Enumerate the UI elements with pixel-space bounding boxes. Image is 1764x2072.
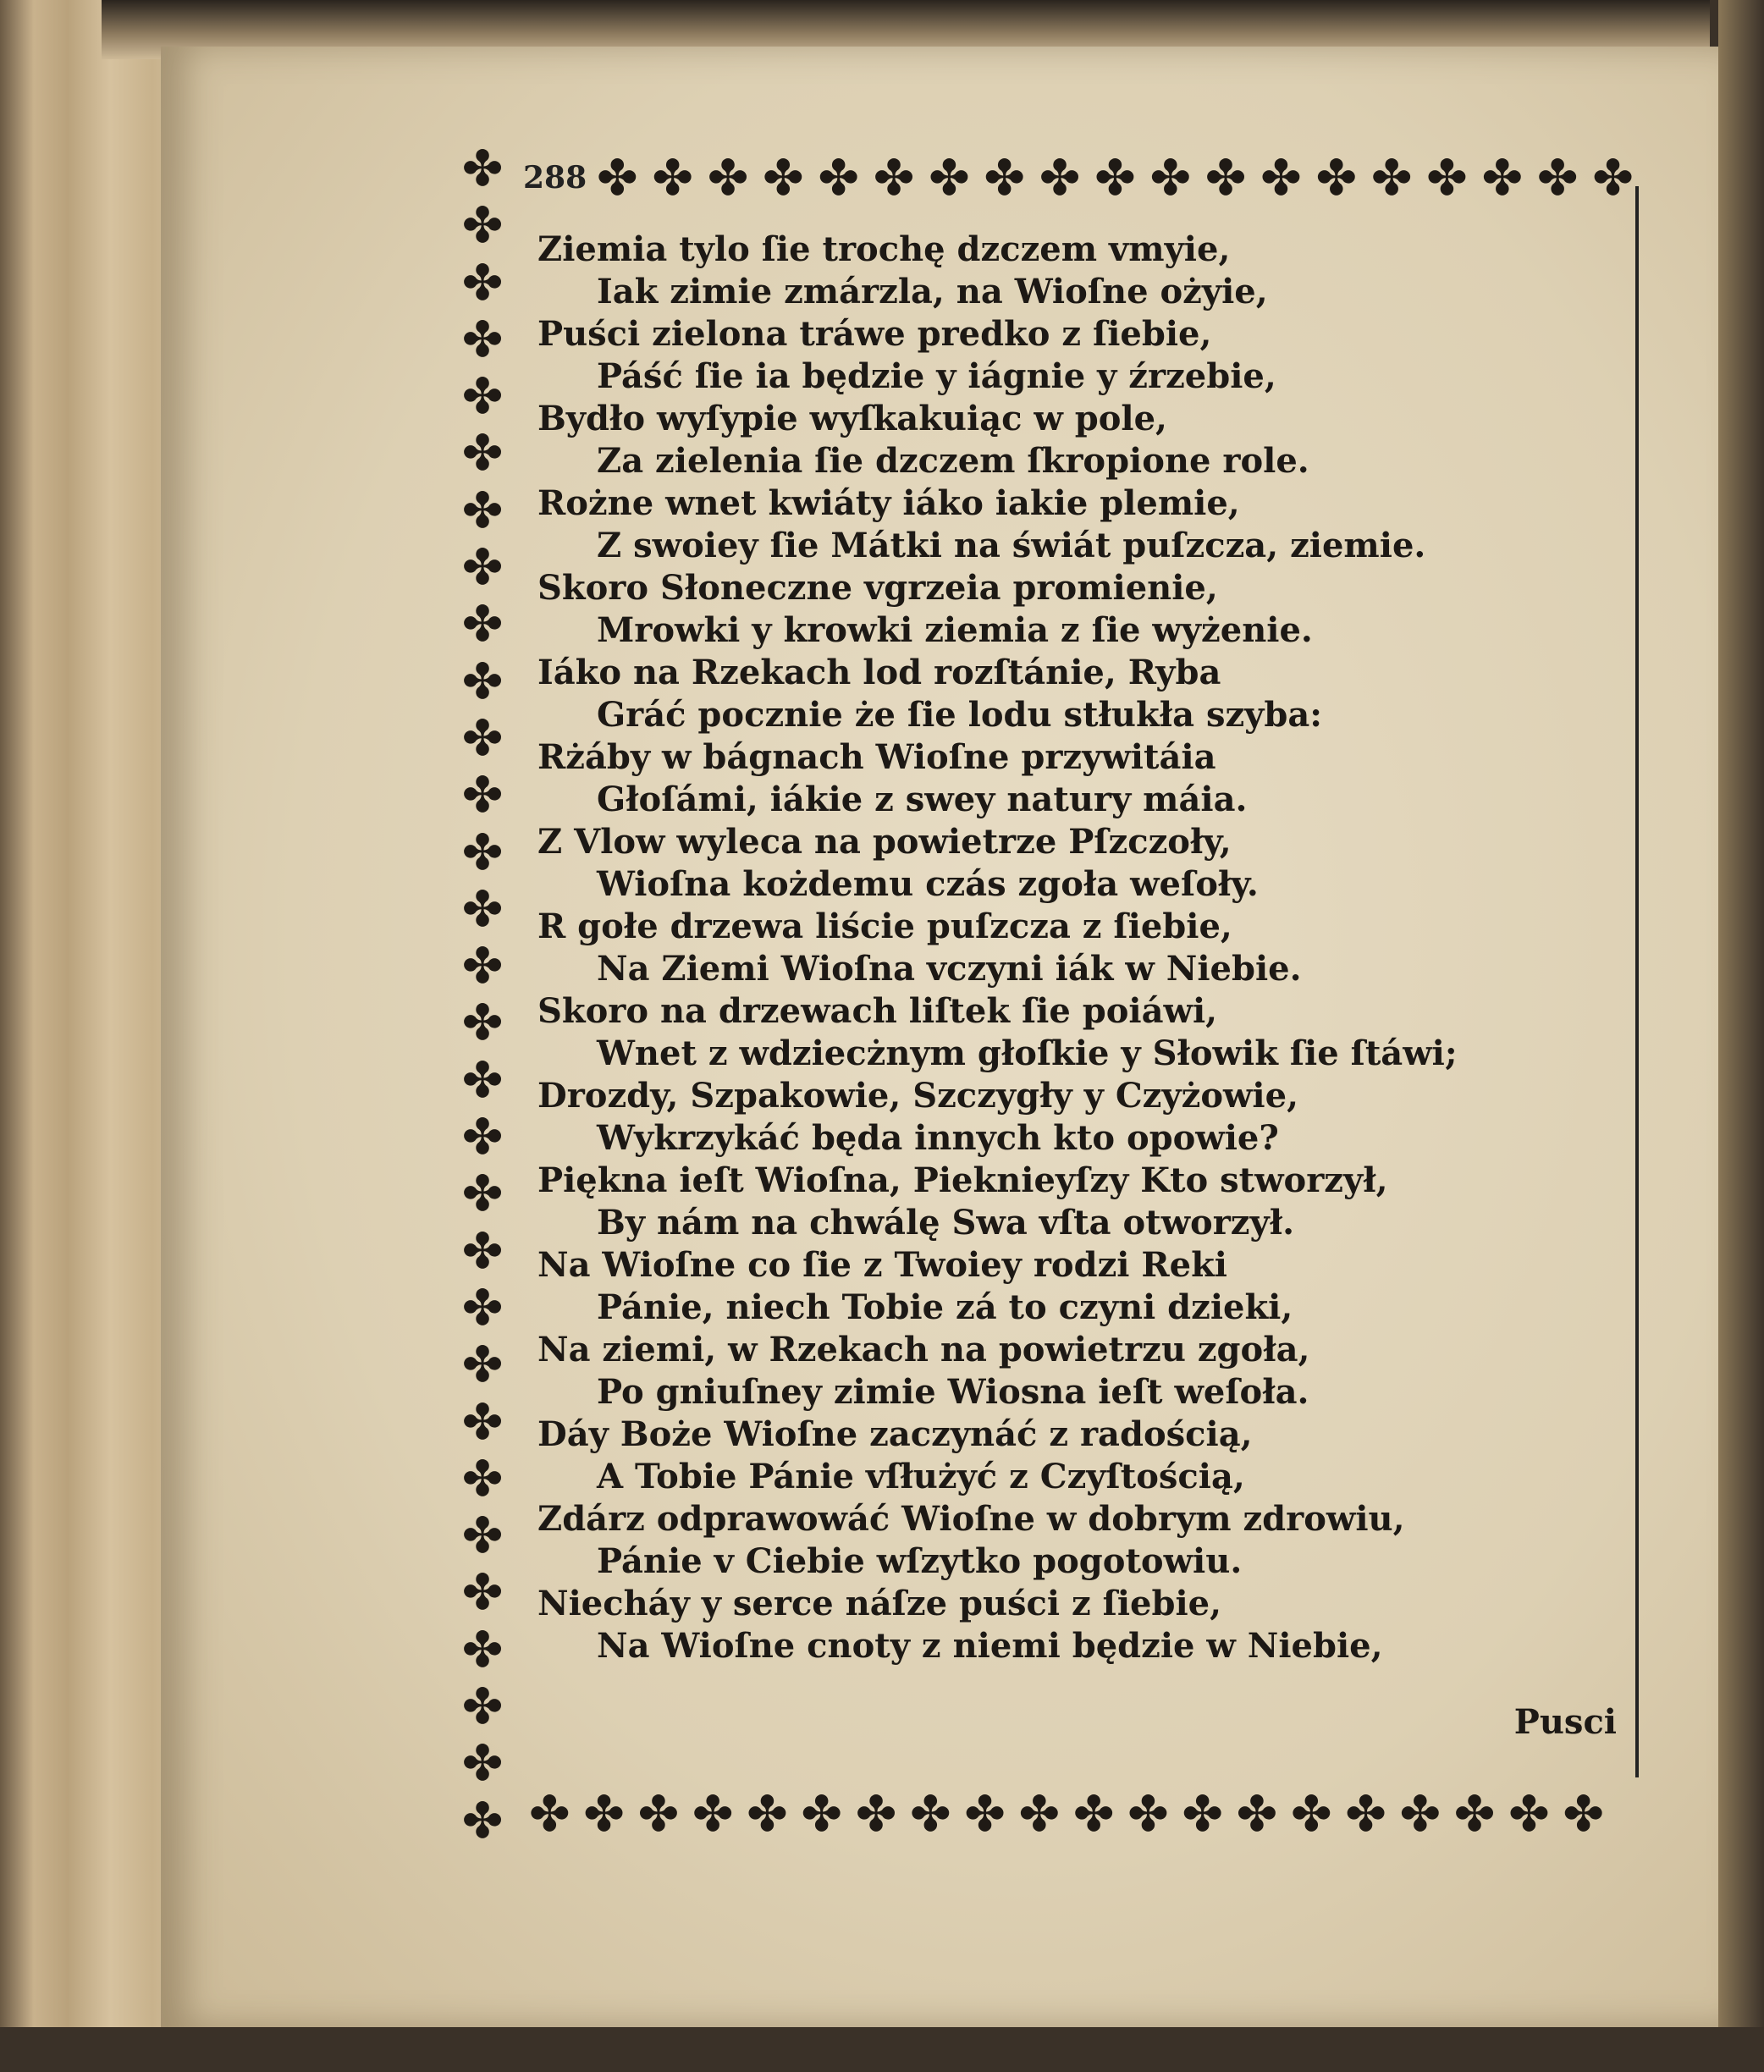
fleuron-ornament-icon: ✤ bbox=[1426, 149, 1468, 207]
fleuron-ornament-icon: ✤ bbox=[1315, 149, 1358, 207]
poem-line: Iáko na Rzekach lod rozſtánie, Ryba bbox=[537, 653, 1221, 692]
fleuron-ornament-icon: ✤ bbox=[1018, 1784, 1061, 1843]
page-number: 288 bbox=[523, 160, 587, 196]
poem-line: Wykrzykáć będa innych kto opowie? bbox=[597, 1118, 1279, 1158]
fleuron-ornament-icon: ✤ bbox=[1094, 149, 1136, 207]
fleuron-ornament-icon: ✤ bbox=[1563, 1784, 1604, 1843]
fleuron-ornament-icon: ✤ bbox=[461, 1620, 504, 1678]
ornament-border-left bbox=[449, 140, 516, 1849]
poem-line: Na Wioſne cnoty z niemi będzie w Niebie, bbox=[597, 1626, 1383, 1666]
fleuron-ornament-icon: ✤ bbox=[1508, 1784, 1550, 1843]
fleuron-ornament-icon: ✤ bbox=[461, 823, 504, 881]
fleuron-ornament-icon: ✤ bbox=[461, 994, 504, 1052]
fleuron-ornament-icon: ✤ bbox=[461, 937, 504, 995]
fleuron-ornament-icon: ✤ bbox=[929, 149, 970, 207]
poem-line: Pánie v Ciebie wſzytko pogotowiu. bbox=[597, 1541, 1243, 1581]
poem-line: Zdárz odprawowáć Wioſne w dobrym zdrowiu, bbox=[537, 1499, 1405, 1539]
fleuron-ornament-icon: ✤ bbox=[461, 1678, 504, 1736]
poem-line: Na Wioſne co ſie z Twoiey rodzi Reki bbox=[537, 1245, 1227, 1285]
poem-line: Bydło wyſypie wyſkakuiąc w pole, bbox=[537, 399, 1167, 438]
fleuron-ornament-icon: ✤ bbox=[461, 481, 504, 539]
fleuron-ornament-icon: ✤ bbox=[461, 1165, 504, 1223]
poem-line: Po gniuſney zimie Wiosna ieſt weſoła. bbox=[597, 1372, 1309, 1412]
fleuron-ornament-icon: ✤ bbox=[1592, 149, 1634, 207]
fleuron-ornament-icon: ✤ bbox=[692, 1784, 734, 1843]
poem-line: Mrowki y krowki ziemia z ſie wyżenie. bbox=[597, 610, 1313, 650]
fleuron-ornament-icon: ✤ bbox=[855, 1784, 897, 1843]
fleuron-ornament-icon: ✤ bbox=[461, 1563, 504, 1622]
fleuron-ornament-icon: ✤ bbox=[1072, 1784, 1115, 1843]
catchword: Pusci bbox=[1513, 1702, 1617, 1742]
fleuron-ornament-icon: ✤ bbox=[461, 652, 504, 710]
poem-line: Drozdy, Szpakowie, Szczygły y Czyżowie, bbox=[537, 1076, 1299, 1116]
fleuron-ornament-icon: ✤ bbox=[461, 1050, 504, 1109]
fleuron-ornament-icon: ✤ bbox=[461, 1221, 504, 1280]
poem-line: Z Vlow wyleca na powietrze Pſzczoły, bbox=[537, 822, 1232, 862]
fleuron-ornament-icon: ✤ bbox=[801, 1784, 843, 1843]
poem-line: Wioſna kożdemu czás zgoła weſoły. bbox=[597, 864, 1259, 904]
fleuron-ornament-icon: ✤ bbox=[909, 1784, 951, 1843]
poem-line: Dáy Boże Wioſne zaczynáć z radością, bbox=[537, 1414, 1253, 1454]
poem-line: Za zielenia ſie dzczem ſkropione role. bbox=[597, 441, 1309, 481]
poem-line: Z swoiey ſie Mátki na świát puſzcza, ziemie. bbox=[597, 526, 1426, 565]
fleuron-ornament-icon: ✤ bbox=[461, 1734, 504, 1793]
fleuron-ornament-icon: ✤ bbox=[763, 149, 804, 207]
poem-line: Głoſámi, iákie z swey natury máia. bbox=[597, 780, 1248, 819]
fleuron-ornament-icon: ✤ bbox=[461, 424, 504, 482]
fleuron-ornament-icon: ✤ bbox=[529, 1784, 571, 1843]
ornamental-frame bbox=[449, 140, 1634, 1849]
fleuron-ornament-icon: ✤ bbox=[818, 149, 859, 207]
fleuron-ornament-icon: ✤ bbox=[1127, 1784, 1169, 1843]
fleuron-ornament-icon: ✤ bbox=[461, 196, 504, 255]
fleuron-ornament-icon: ✤ bbox=[1345, 1784, 1386, 1843]
fleuron-ornament-icon: ✤ bbox=[1453, 1784, 1496, 1843]
fleuron-ornament-icon: ✤ bbox=[461, 1392, 504, 1451]
fleuron-ornament-icon: ✤ bbox=[461, 538, 504, 597]
fleuron-ornament-icon: ✤ bbox=[964, 1784, 1006, 1843]
fleuron-ornament-icon: ✤ bbox=[461, 140, 504, 197]
poem-line: Gráć pocznie że ſie lodu stłukła szyba: bbox=[597, 695, 1323, 735]
poem-line: A Tobie Pánie vſłużyć z Czyſtością, bbox=[597, 1457, 1245, 1496]
poem-line: Puści zielona tráwe predko z ſiebie, bbox=[537, 314, 1212, 354]
fleuron-ornament-icon: ✤ bbox=[1370, 149, 1413, 207]
ornament-border-bottom bbox=[529, 1782, 1604, 1845]
fleuron-ornament-icon: ✤ bbox=[461, 766, 504, 824]
right-rule bbox=[1635, 186, 1639, 1777]
facing-page-edge bbox=[1718, 0, 1764, 2072]
fleuron-ornament-icon: ✤ bbox=[461, 310, 504, 368]
fleuron-ornament-icon: ✤ bbox=[1399, 1784, 1442, 1843]
poem-line: Na Ziemi Wioſna vczyni iák w Niebie. bbox=[597, 949, 1302, 989]
fleuron-ornament-icon: ✤ bbox=[1290, 1784, 1332, 1843]
poem-line: Rożne wnet kwiáty iáko iakie plemie, bbox=[537, 483, 1240, 523]
poem-line: Pánie, niech Tobie zá to czyni dzieki, bbox=[597, 1287, 1293, 1327]
fleuron-ornament-icon: ✤ bbox=[1481, 149, 1524, 207]
fleuron-ornament-icon: ✤ bbox=[461, 1449, 504, 1507]
poem-line: Skoro na drzewach liſtek ſie poiáwi, bbox=[537, 991, 1218, 1031]
fleuron-ornament-icon: ✤ bbox=[1236, 1784, 1278, 1843]
fleuron-ornament-icon: ✤ bbox=[1260, 149, 1302, 207]
background bbox=[0, 2027, 1764, 2072]
poem-line: Páść ſie ia będzie y iágnie y źrzebie, bbox=[597, 356, 1276, 396]
poem-line: Na ziemi, w Rzekach na powietrzu zgoła, bbox=[537, 1330, 1310, 1369]
fleuron-ornament-icon: ✤ bbox=[461, 879, 504, 938]
fleuron-ornament-icon: ✤ bbox=[461, 1791, 504, 1849]
fleuron-ornament-icon: ✤ bbox=[461, 1507, 504, 1565]
fleuron-ornament-icon: ✤ bbox=[637, 1784, 680, 1843]
poem-line: Skoro Słoneczne vgrzeia promienie, bbox=[537, 568, 1218, 608]
fleuron-ornament-icon: ✤ bbox=[461, 1278, 504, 1336]
poem-line: R gołe drzewa liście puſzcza z ſiebie, bbox=[537, 906, 1232, 946]
poem-line: Piękna ieſt Wioſna, Pieknieyſzy Kto stworzył, bbox=[537, 1160, 1388, 1200]
fleuron-ornament-icon: ✤ bbox=[461, 1108, 504, 1166]
fleuron-ornament-icon: ✤ bbox=[461, 708, 504, 767]
fleuron-ornament-icon: ✤ bbox=[873, 149, 915, 207]
poem-text bbox=[537, 229, 1629, 1667]
poem-line: Rżáby w bágnach Wioſne przywitáia bbox=[537, 737, 1216, 777]
fleuron-ornament-icon: ✤ bbox=[461, 1336, 504, 1394]
poem-line: Wnet z wdziecżnym głoſkie y Słowik ſie ſtáwi; bbox=[597, 1033, 1458, 1073]
fleuron-ornament-icon: ✤ bbox=[707, 149, 749, 207]
fleuron-ornament-icon: ✤ bbox=[461, 253, 504, 311]
ornament-border-top bbox=[597, 144, 1634, 212]
poem-line: Ziemia tylo ſie trochę dzczem vmyie, bbox=[537, 229, 1231, 269]
fleuron-ornament-icon: ✤ bbox=[1536, 149, 1579, 207]
fleuron-ornament-icon: ✤ bbox=[583, 1784, 625, 1843]
fleuron-ornament-icon: ✤ bbox=[1039, 149, 1081, 207]
fleuron-ornament-icon: ✤ bbox=[1204, 149, 1247, 207]
fleuron-ornament-icon: ✤ bbox=[461, 367, 504, 426]
fleuron-ornament-icon: ✤ bbox=[461, 595, 504, 653]
poem-line: Niecháy y serce náſze puści z ſiebie, bbox=[537, 1584, 1222, 1623]
poem-line: Iak zimie zmárzla, na Wioſne ożyie, bbox=[597, 272, 1268, 311]
fleuron-ornament-icon: ✤ bbox=[652, 149, 693, 207]
fleuron-ornament-icon: ✤ bbox=[1149, 149, 1192, 207]
fleuron-ornament-icon: ✤ bbox=[747, 1784, 788, 1843]
fleuron-ornament-icon: ✤ bbox=[597, 149, 638, 207]
fleuron-ornament-icon: ✤ bbox=[1182, 1784, 1223, 1843]
fleuron-ornament-icon: ✤ bbox=[984, 149, 1026, 207]
poem-line: By nám na chwálę Swa vſta otworzył. bbox=[597, 1203, 1295, 1243]
